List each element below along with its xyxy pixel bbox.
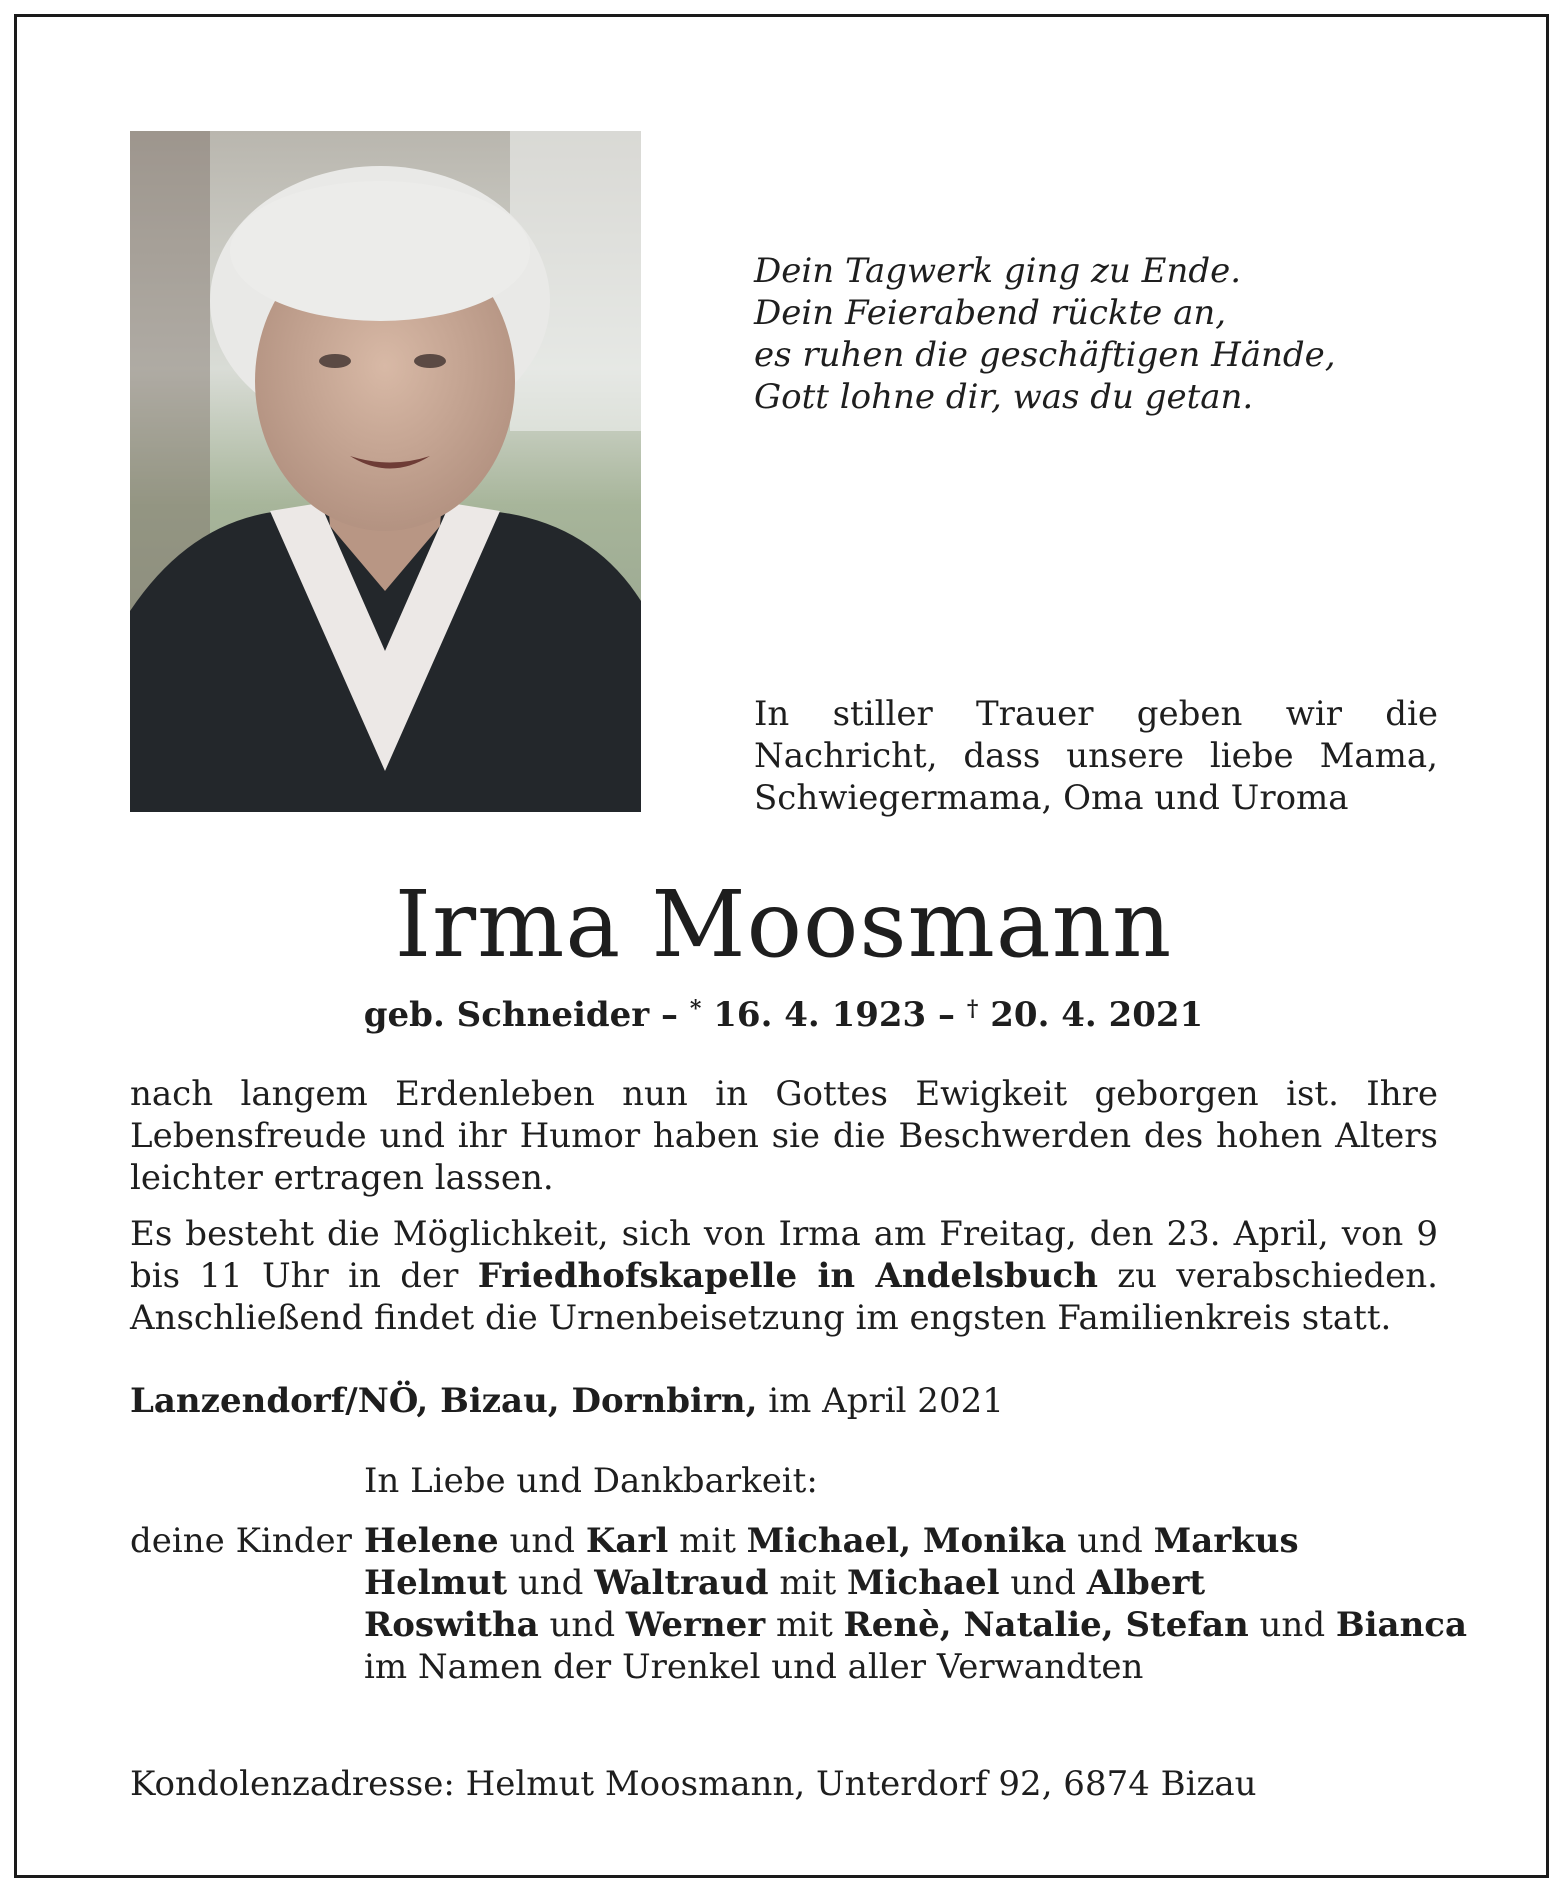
poem-line: Gott lohne dir, was du getan. [754,377,1254,417]
family-name: Michael [847,1563,1000,1603]
family-row [364,1604,1467,1646]
family-name: Bianca [1335,1605,1468,1645]
intro-text: In stiller Trauer geben wir die Nachricht, dass unsere liebe Mama, Schwiegermama, Oma und Uroma [754,694,1438,818]
family-name: Helene [364,1521,499,1561]
portrait-photo-icon [130,131,641,812]
poem [754,250,1454,418]
condolence-address: Kondolenzadresse: Helmut Moosmann, Unterdorf 92, 6874 Bizau [130,1764,1257,1804]
family-name: Markus [1153,1521,1299,1561]
kids-label: deine Kinder [130,1521,352,1561]
family-row [364,1520,1467,1562]
family-name: Helmut [364,1563,508,1603]
poem-line: Dein Feierabend rückte an, [754,293,1227,333]
portrait-photo [130,131,641,812]
farewell-text-end: zu verabschieden. Anschließend findet die Urnenbeisetzung im engsten Familienkreis statt. [130,1256,1438,1338]
life-dates [0,987,1567,1037]
family-name: Waltraud [594,1563,769,1603]
connector: mit [768,1563,847,1603]
date-line: im April 2021 [757,1381,1004,1421]
connector: und [1066,1521,1154,1561]
place-date [130,1380,1004,1422]
birth-symbol: * [689,996,702,1022]
family-row: im Namen der Urenkel und aller Verwandten [364,1647,1144,1687]
family-name: Werner [625,1605,766,1645]
closing-line: In Liebe und Dankbarkeit: [364,1461,818,1501]
deceased-name: Irma Moosmann [394,871,1173,978]
family-name: Michael, Monika [746,1521,1067,1561]
connector: und [507,1563,595,1603]
family-list [364,1520,1467,1688]
farewell-text: Es besteht die Möglichkeit, sich von Irma am Freitag, den 23. April, von 9 bis 11 Uhr in der [130,1214,1438,1296]
connector: mit [668,1521,747,1561]
connector: und [999,1563,1087,1603]
birth-date: 16. 4. 1923 – [713,995,956,1035]
connector: und [498,1521,586,1561]
maiden-name: geb. Schneider – [363,995,679,1035]
death-symbol: † [966,996,979,1022]
poem-line: es ruhen die geschäftigen Hände, [754,335,1336,375]
death-date: 20. 4. 2021 [990,995,1204,1035]
family-name: Karl [585,1521,669,1561]
paragraph-obituary: nach langem Erdenleben nun in Gottes Ewigkeit geborgen ist. Ihre Lebensfreude und ihr Humor haben sie die Beschwerden des hohen Alters leichter ertragen lassen. [130,1074,1438,1198]
poem-line: Dein Tagwerk ging zu Ende. [754,251,1242,291]
connector: und [538,1605,626,1645]
family-name: Roswitha [364,1605,539,1645]
farewell-location: Friedhofskapelle in Andelsbuch [477,1256,1098,1296]
family-row [364,1562,1467,1604]
family-name: Renè, Natalie, Stefan [843,1605,1249,1645]
paragraph-farewell [130,1213,1438,1339]
connector: mit [765,1605,844,1645]
connector: und [1248,1605,1336,1645]
places: Lanzendorf/NÖ, Bizau, Dornbirn, [130,1381,758,1421]
family-name: Albert [1086,1563,1206,1603]
